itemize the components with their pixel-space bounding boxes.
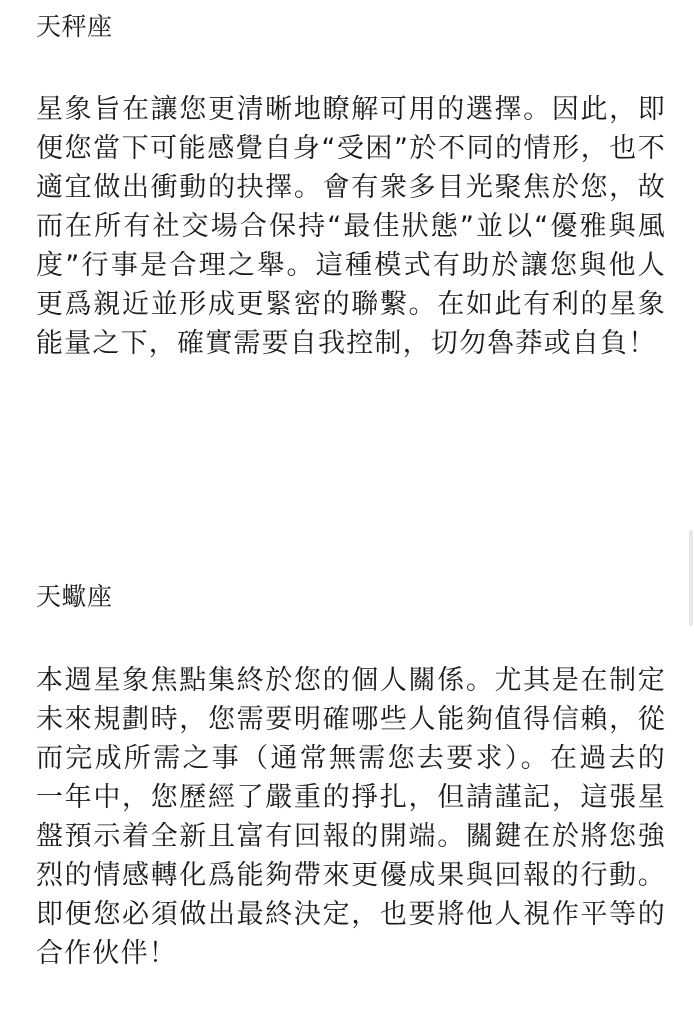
scorpio-section (36, 584, 666, 973)
libra-heading: 天秤座 (36, 12, 113, 41)
scorpio-paragraph: 本週星象焦點集終於您的個人關係。尤其是在制定未來規劃時，您需要明確哪些人能夠值得信賴，從而完成所需之事（通常無需您去要求）。在過去的一年中，您歷經了嚴重的掙扎，但請謹記，這張星盤預示着全新且富有回報的開端。關鍵在於將您強烈的情感轉化爲能夠帶來更優成果與回報的行動。即便您必須做出最終決定，也要將他人視作平等的合作伙伴！ (36, 665, 666, 969)
libra-paragraph: 星象旨在讓您更清晰地瞭解可用的選擇。因此，即便您當下可能感覺自身“受困”於不同的情形，也不適宜做出衝動的抉擇。會有衆多目光聚焦於您，故而在所有社交場合保持“最佳狀態”並以“優雅與風度”行事是合理之舉。這種模式有助於讓您與他人更爲親近並形成更緊密的聯繫。在如此有利的星象能量之下，確實需要自我控制，切勿魯莽或自負！ (36, 94, 666, 359)
scrollbar[interactable] (689, 530, 693, 626)
libra-section (36, 14, 666, 363)
scorpio-heading: 天蠍座 (36, 582, 113, 611)
